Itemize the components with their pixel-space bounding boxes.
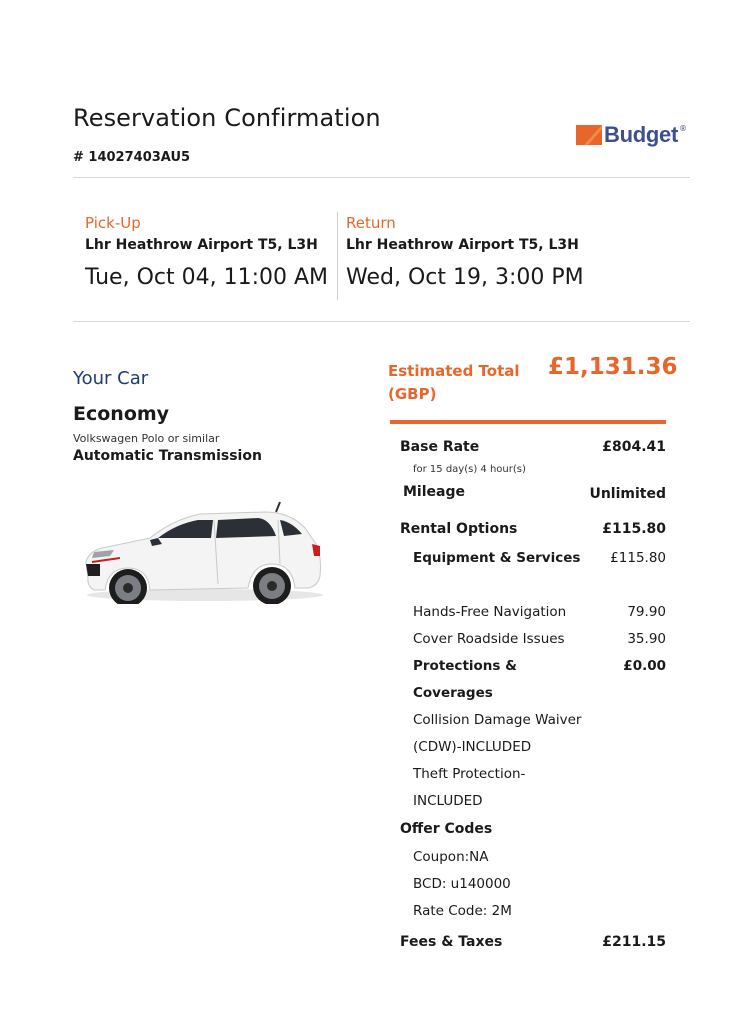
- logo-registered-mark: ®: [678, 124, 687, 133]
- divider: [73, 177, 690, 178]
- estimated-total-text: Estimated Total: [388, 362, 520, 380]
- car-transmission: Automatic Transmission: [73, 448, 262, 464]
- protections-label-line2: Coverages: [413, 685, 493, 701]
- protection-line: Collision Damage Waiver: [413, 712, 582, 728]
- your-car-heading: Your Car: [73, 368, 149, 389]
- rental-options-label: Rental Options: [400, 521, 518, 537]
- protection-line: INCLUDED: [413, 793, 483, 809]
- car-class: Economy: [73, 403, 170, 425]
- column-divider: [337, 212, 338, 300]
- equipment-item-price: 35.90: [627, 631, 666, 647]
- estimated-total-label: [388, 360, 538, 406]
- offer-codes-label: Offer Codes: [400, 821, 493, 837]
- pickup-label: Pick-Up: [85, 214, 141, 232]
- fees-taxes-label: Fees & Taxes: [400, 934, 503, 950]
- divider: [73, 321, 690, 322]
- mileage-value: Unlimited: [589, 486, 666, 502]
- protection-line: Theft Protection-: [413, 766, 526, 782]
- currency-label: (GBP): [388, 385, 437, 403]
- base-rate-value: £804.41: [602, 439, 666, 455]
- reservation-number: # 14027403AU5: [73, 150, 191, 165]
- equipment-item: Cover Roadside Issues: [413, 631, 565, 647]
- offer-line: BCD: u140000: [413, 876, 511, 892]
- return-label: Return: [346, 214, 396, 232]
- equipment-services-value: £115.80: [610, 550, 666, 566]
- budget-logo: [576, 122, 687, 148]
- base-rate-label: Base Rate: [400, 439, 480, 455]
- fees-taxes-value: £211.15: [602, 934, 666, 950]
- protections-value: £0.00: [623, 658, 666, 674]
- offer-line: Coupon:NA: [413, 849, 489, 865]
- pickup-datetime: Tue, Oct 04, 11:00 AM: [85, 265, 328, 290]
- mileage-label: Mileage: [403, 484, 465, 500]
- equipment-item: Hands-Free Navigation: [413, 604, 567, 620]
- rental-duration: for 15 day(s) 4 hour(s): [413, 464, 526, 475]
- car-image: [80, 498, 325, 608]
- equipment-item-price: 79.90: [627, 604, 666, 620]
- budget-logo-text: Budget: [604, 122, 678, 147]
- return-datetime: Wed, Oct 19, 3:00 PM: [346, 265, 584, 290]
- equipment-services-label: Equipment & Services: [413, 550, 581, 566]
- estimated-total-amount: £1,131.36: [548, 354, 678, 380]
- budget-logo-icon: [576, 125, 602, 145]
- protection-line: (CDW)-INCLUDED: [413, 739, 532, 755]
- protections-label-line1: Protections &: [413, 658, 517, 674]
- car-model: Volkswagen Polo or similar: [73, 432, 220, 445]
- rental-options-value: £115.80: [602, 521, 666, 537]
- pickup-location: Lhr Heathrow Airport T5, L3H: [85, 237, 318, 253]
- offer-line: Rate Code: 2M: [413, 903, 512, 919]
- total-divider: [390, 420, 666, 424]
- page-title: Reservation Confirmation: [73, 104, 381, 132]
- return-location: Lhr Heathrow Airport T5, L3H: [346, 237, 579, 253]
